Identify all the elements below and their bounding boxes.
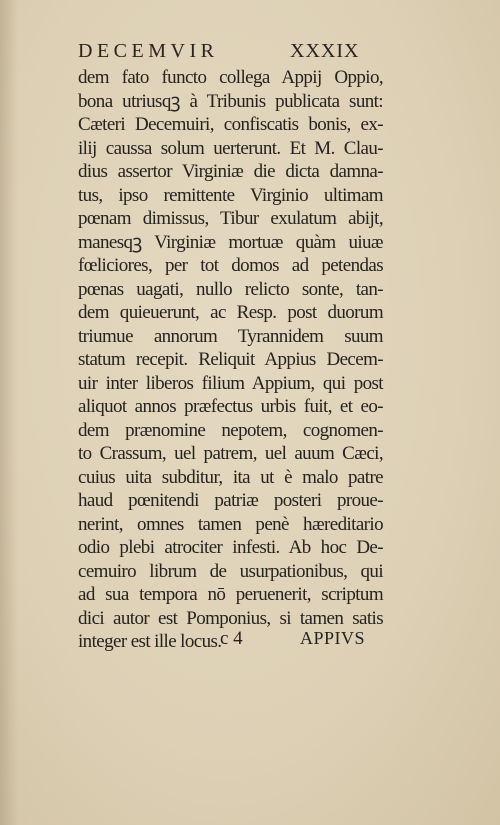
running-head-title: DECEMVIR (78, 40, 219, 62)
text-line: statum recepit. Reliquit Appius Decem- (78, 349, 383, 370)
text-line: Cæteri Decemuiri, confiscatis bonis, ex- (78, 114, 383, 135)
catchword: APPIVS (300, 628, 366, 648)
text-line: uir inter liberos filium Appium, qui post (78, 372, 383, 394)
footer-line (220, 628, 380, 654)
text-line: odio plebi atrociter infesti. Ab hoc De- (78, 537, 383, 558)
text-line: to Crassum, uel patrem, uel auum Cæci, (78, 443, 383, 464)
text-line: fœliciores, per tot domos ad petendas (78, 255, 383, 276)
text-line: cuius uita subditur, ita ut è malo patre (78, 466, 383, 488)
text-line: ad sua tempora nō peruenerit, scriptum (78, 584, 383, 605)
text-line: triumue annorum Tyrannidem suum (78, 325, 383, 347)
text-line: dem fato functo collega Appij Oppio, (78, 67, 383, 88)
folio-number: XXXIX (290, 40, 360, 62)
body-text (78, 66, 383, 654)
text-line: nerint, omnes tamen penè hæreditario (78, 513, 383, 535)
text-line: dici autor est Pomponius, si tamen satis (78, 607, 383, 629)
text-line: bona utriusqꝫ à Tribunis publicata sunt: (78, 90, 383, 112)
text-line: pœnam dimissus, Tibur exulatum abijt, (78, 208, 383, 229)
signature-mark: c 4 (220, 628, 243, 649)
text-line: ilij caussa solum uerterunt. Et M. Clau- (78, 137, 383, 159)
text-line: aliquot annos præfectus urbis fuit, et eo- (78, 396, 383, 417)
text-line: dem prænomine nepotem, cognomen- (78, 419, 383, 441)
text-line: dius assertor Virginiæ die dicta damna- (78, 161, 383, 182)
text-line: dem quieuerunt, ac Resp. post duorum (78, 302, 383, 323)
text-line: tus, ipso remittente Virginio ultimam (78, 184, 383, 206)
text-line: pœnas uagati, nullo relicto sonte, tan- (78, 278, 383, 300)
text-line: cemuiro librum de usurpationibus, qui (78, 560, 383, 582)
text-line: integer est ille locus. (78, 631, 222, 652)
text-line: haud pœnitendi patriæ posteri proue- (78, 490, 383, 511)
text-line: manesqꝫ Virginiæ mortuæ quàm uiuæ (78, 231, 383, 253)
